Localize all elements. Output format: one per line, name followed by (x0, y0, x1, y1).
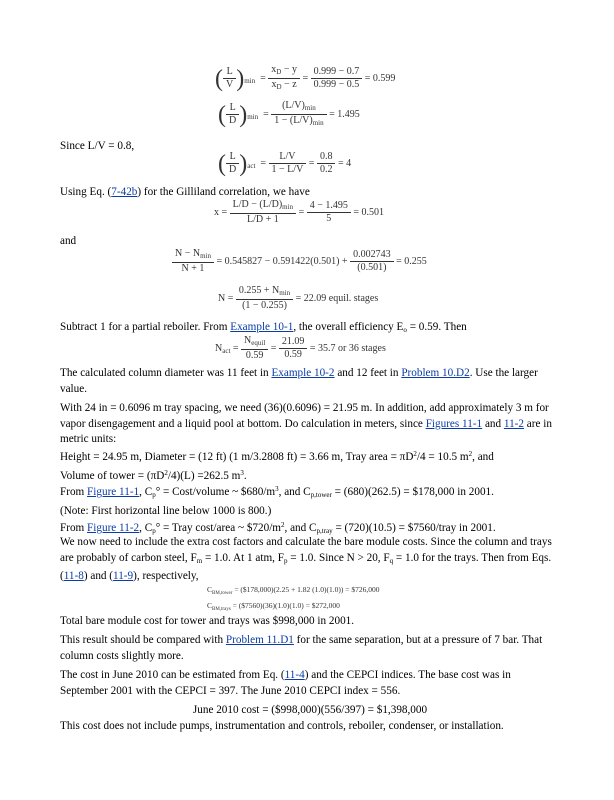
link-example-10-1[interactable]: Example 10-1 (230, 321, 294, 333)
equation-bare-module-costs: $C_{BM,tower}$ = ($178,000)(2.25 + 1.82 (1.0)(1.0)) = $726,000 $C_{BM,trays}$ = ($7560)(36)(1.0)(1.0) = $272,000 (207, 585, 380, 612)
link-eq-7-42b[interactable]: 7-42b (111, 186, 138, 198)
text-figure-11-2: From Figure 11-2, $C_p^\circ$ = Tray cost/area ~ $\$720/m^2$, and $C_{p,tray} = (720)(10.5)$ = $7560/tray in 2001. (60, 521, 496, 535)
equation-n: N = $\frac{0.255 + N_{min}}{(1 - 0.255)}$ = 22.09 equil. stages (218, 285, 379, 311)
equation-l-d-min: ( $\frac{L}{D}$ )$_{min}$ = $\frac{(L/V)_{min}}{1 - (L/V)_{min}}$ = 1.495 (218, 100, 360, 128)
link-eq-11-8[interactable]: 11-8 (63, 570, 84, 583)
link-problem-10-d2[interactable]: Problem 10.D2 (401, 367, 470, 379)
link-figure-11-2[interactable]: Figure 11-2 (87, 522, 140, 534)
text-diameter: The calculated column diameter was 11 feet in Example 10-2 and 12 feet in Problem 10.D2. Use the larger value. (60, 367, 538, 395)
text-compare: This result should be compared with Problem 11.D1 for the same separation, but at a pressure of 7 bar. That column costs slightly more. (60, 634, 543, 662)
link-figures-11-1[interactable]: Figures 11-1 (425, 417, 483, 430)
text-height: Height = 24.95 m, Diameter = (12 ft) (1 m/3.2808 ft) = 3.66 m, Tray area = $\pi D^2/4 = 10.5$ $m^2$, and Volume of tower = $(\pi D^2/4)(L) =262.5$ $m^3$. (60, 450, 494, 482)
text-subtract: Subtract 1 for a partial reboiler. From Example 10-1, the overall efficiency $E_o = 0.59$. Then (60, 321, 467, 334)
text-tray-spacing: With 24 in = 0.6096 m tray spacing, we need (36)(0.6096) = 21.95 m. In addition, add approximately 3 m for vapor disengagement and a liquid pool at bottom. Do calculation in meters, since Figures 11-1 and 11-2 are in metric units: (60, 402, 552, 446)
text-final: This cost does not include pumps, instrumentation and controls, reboiler, condenser, or installation. (60, 720, 504, 732)
link-eq-11-9[interactable]: 11-9 (113, 570, 134, 583)
text-and: and (60, 235, 77, 247)
equation-gilliland: $\frac{N - N_{min}}{N + 1}$ = 0.545827 − 0.591422(0.501) + $\frac{0.002743}{(0.501)}$ = 0.255 (172, 248, 427, 275)
equation-n-act: $N_{act}$ = $\frac{N_{equil}}{0.59}$ = $\frac{21.09}{0.59}$ = 35.7 or 36 stages (215, 335, 386, 361)
link-problem-11-d1[interactable]: Problem 11.D1 (225, 634, 294, 646)
link-eq-11-4[interactable]: 11-4 (284, 669, 305, 681)
text-gilliland: Using Eq. (7-42b) for the Gilliland correlation, we have (60, 186, 310, 198)
text-figure-11-1: From Figure 11-1, $C_p^\circ$ = Cost/volume ~ $\$680/m^3$, and $C_{p,tower} = (680)(262.5)$ = $178,000 in 2001. (Note: First horizontal line below 1000 is 800.) (60, 485, 494, 517)
link-figure-11-1[interactable]: Figure 11-1 (87, 486, 140, 498)
equation-l-d-act: ( $\frac{L}{D}$ )$_{act}$ = $\frac{L/V}{1 - L/V}$ = $\frac{0.8}{0.2}$ = 4 (218, 150, 352, 177)
text-cepci: The cost in June 2010 can be estimated from Eq. (11-4) and the CEPCI indices. The base cost was in September 2001 with the CEPCI = 397. The June 2010 CEPCI index = 556. (60, 669, 511, 697)
text-since: Since L/V = 0.8, (60, 140, 135, 152)
link-11-2[interactable]: 11-2 (503, 417, 524, 430)
text-total: Total bare module cost for tower and trays was $998,000 in 2001. (60, 615, 355, 627)
text-june-2010-cost: June 2010 cost = ($998,000)(556/397) = $1,398,000 (192, 704, 428, 716)
equation-l-v-min: ( $\frac{L}{V}$ )$_{min}$ = $\frac{x_D - y}{x_D - z}$ = $\frac{0.999 - 0.7}{0.999 - 0.5}$ = 0.599 (215, 64, 396, 92)
equation-x: x = $\frac{L/D - (L/D)_{min}}{L/D + 1}$ = $\frac{4 - 1.495}{5}$ = 0.501 (214, 199, 384, 225)
text-bare-module: We now need to include the extra cost factors and calculate the bare module costs. Since the column and trays are probably of carbon steel, $F_m = 1.0$. At 1 atm, $F_p = 1.0$. Since N > 20, $F_q = 1.0$ for the trays. Then from Eqs. (11-8) and (11-9), respectively, (60, 536, 552, 583)
link-example-10-2[interactable]: Example 10-2 (271, 367, 335, 379)
